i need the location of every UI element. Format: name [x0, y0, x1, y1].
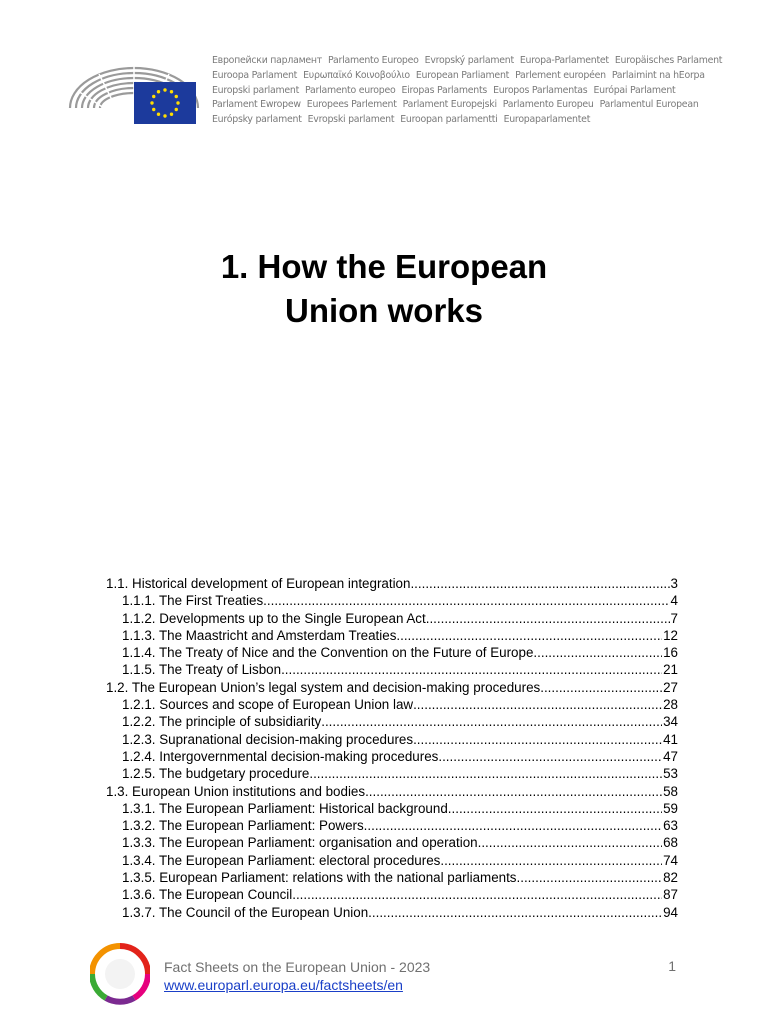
parliament-name: Europos Parlamentas	[493, 84, 588, 96]
toc-leader-dots	[365, 783, 662, 800]
toc-leader-dots	[321, 713, 662, 730]
parliament-name: Europaparlamentet	[503, 114, 591, 126]
toc-entry-label: 1.1.2. Developments up to the Single European Act	[122, 610, 426, 626]
parliament-name: European Parliament	[415, 69, 510, 81]
toc-entry-label: 1.3.3. The European Parliament: organisation and operation	[122, 835, 478, 851]
parliament-name: Europees Parlement	[306, 99, 397, 111]
toc-leader-dots	[478, 834, 663, 851]
toc-leader-dots	[440, 852, 662, 869]
parliament-name: Ευρωπαϊκό Κοινοβούλιο	[303, 69, 410, 81]
toc-entry[interactable]	[106, 852, 678, 869]
parliament-name: Euroopa Parlament	[212, 69, 298, 81]
toc-entry-label: 1.3.1. The European Parliament: Historical background	[122, 800, 448, 816]
toc-entry[interactable]	[106, 713, 678, 730]
toc-entry-page: 21	[663, 662, 678, 678]
parliament-name: Parlamento europeo	[305, 84, 396, 96]
toc-entry-page: 7	[670, 610, 678, 626]
toc-entry-page: 58	[663, 783, 678, 799]
toc-entry[interactable]	[106, 869, 678, 886]
toc-leader-dots	[292, 886, 662, 903]
factsheets-link[interactable]: www.europarl.europa.eu/factsheets/en	[164, 977, 403, 993]
toc-leader-dots	[438, 748, 662, 765]
toc-leader-dots	[396, 627, 662, 644]
toc-leader-dots	[426, 610, 670, 627]
toc-entry-page: 53	[663, 766, 678, 782]
parliament-name: Europa-Parlamentet	[519, 55, 609, 66]
toc-leader-dots	[263, 592, 669, 609]
toc-entry-page: 12	[663, 627, 678, 643]
toc-entry-label: 1.2.4. Intergovernmental decision-making procedures	[122, 748, 439, 764]
parliament-name: Parlamento Europeo	[328, 55, 419, 66]
toc-entry-label: 1.1.5. The Treaty of Lisbon	[122, 662, 282, 678]
toc-leader-dots	[413, 731, 662, 748]
toc-leader-dots	[281, 661, 662, 678]
toc-entry-label: 1.3.4. The European Parliament: electoral procedures	[122, 852, 441, 868]
toc-entry-page: 27	[663, 679, 678, 695]
toc-entry[interactable]	[106, 575, 678, 592]
toc-entry[interactable]	[106, 661, 678, 678]
toc-leader-dots	[533, 644, 662, 661]
toc-entry-page: 41	[663, 731, 678, 747]
toc-entry-label: 1.3.6. The European Council	[122, 887, 293, 903]
toc-entry-page: 63	[663, 818, 678, 834]
eu-flag-icon	[134, 82, 196, 124]
toc-entry-page: 87	[663, 887, 678, 903]
toc-leader-dots	[413, 696, 662, 713]
toc-entry-label: 1.3.5. European Parliament: relations with the national parliaments	[122, 870, 517, 886]
toc-entry-label: 1.1.4. The Treaty of Nice and the Convention on the Future of Europe	[122, 645, 534, 661]
toc-entry-page: 82	[663, 870, 678, 886]
toc-leader-dots	[309, 765, 662, 782]
parliament-name: Evropský parlament	[424, 55, 514, 66]
names-row	[212, 69, 732, 84]
toc-entry-label: 1.3.2. The European Parliament: Powers	[122, 818, 364, 834]
toc-entry[interactable]	[106, 592, 678, 609]
parliament-names-multilingual	[212, 54, 732, 128]
toc-entry-page: 74	[663, 852, 678, 868]
toc-entry-label: 1.1.3. The Maastricht and Amsterdam Treaties	[122, 627, 397, 643]
toc-entry[interactable]	[106, 904, 678, 921]
names-row	[212, 98, 732, 113]
toc-entry-page: 28	[663, 697, 678, 713]
toc-entry-page: 3	[670, 576, 678, 591]
toc-leader-dots	[368, 904, 662, 921]
toc-leader-dots	[540, 679, 662, 696]
parliament-name: Eiropas Parlaments	[401, 84, 488, 96]
toc-entry[interactable]	[106, 679, 678, 696]
parliament-name: Europski parlament	[212, 84, 300, 96]
toc-entry-page: 59	[663, 800, 678, 816]
toc-entry-label: 1.2. The European Union’s legal system and decision-making procedures	[106, 679, 541, 695]
parliament-name: Euroopan parlamentti	[400, 114, 498, 126]
footer	[164, 958, 430, 994]
parliament-name: Parlaimint na hEorpa	[611, 69, 705, 81]
toc-leader-dots	[517, 869, 663, 886]
toc-entry[interactable]	[106, 886, 678, 903]
parliament-name: Parlement européen	[515, 69, 606, 81]
toc-entry[interactable]	[106, 731, 678, 748]
toc-entry[interactable]	[106, 817, 678, 834]
toc-entry-label: 1.1. Historical development of European integration	[106, 576, 411, 591]
toc-entry-page: 34	[663, 714, 678, 730]
toc-entry-label: 1.1.1. The First Treaties	[122, 593, 264, 609]
toc-entry-label: 1.2.3. Supranational decision-making procedures	[122, 731, 414, 747]
table-of-contents	[106, 575, 678, 921]
toc-entry[interactable]	[106, 783, 678, 800]
factsheets-logo-icon	[90, 940, 150, 1010]
toc-entry-label: 1.2.5. The budgetary procedure	[122, 766, 310, 782]
parliament-name: Európsky parlament	[212, 114, 302, 126]
title-line-1: 1. How the European	[220, 248, 548, 285]
toc-entry-label: 1.3.7. The Council of the European Union	[122, 904, 369, 920]
parliament-name: Parlamento Europeu	[502, 99, 594, 111]
toc-entry[interactable]	[106, 627, 678, 644]
toc-entry-label: 1.2.2. The principle of subsidiarity	[122, 714, 322, 730]
parliament-name: Europäisches Parlament	[614, 55, 723, 66]
toc-entry[interactable]	[106, 834, 678, 851]
page-title	[0, 245, 768, 333]
toc-entry[interactable]	[106, 696, 678, 713]
toc-entry-page: 68	[663, 835, 678, 851]
page-number: 1	[668, 958, 676, 974]
title-line-2: Union works	[284, 292, 484, 329]
toc-entry-page: 94	[663, 904, 678, 920]
ep-header	[64, 46, 724, 136]
footer-text: Fact Sheets on the European Union - 2023	[164, 959, 431, 975]
toc-leader-dots	[410, 575, 669, 592]
toc-entry-page: 47	[663, 748, 678, 764]
names-row	[212, 84, 732, 99]
toc-entry[interactable]	[106, 800, 678, 817]
names-row	[212, 54, 732, 69]
toc-entry[interactable]	[106, 610, 678, 627]
names-row	[212, 113, 732, 128]
toc-entry-label: 1.3. European Union institutions and bodies	[106, 783, 366, 799]
parliament-name: Parlamentul European	[599, 99, 699, 111]
toc-entry-page: 16	[663, 645, 678, 661]
parliament-name: Европейски парламент	[212, 55, 323, 66]
toc-entry[interactable]	[106, 748, 678, 765]
parliament-name: Parlament Ewropew	[212, 99, 301, 111]
toc-entry[interactable]	[106, 765, 678, 782]
toc-entry-label: 1.2.1. Sources and scope of European Union law	[122, 697, 414, 713]
toc-leader-dots	[364, 817, 662, 834]
parliament-name: Evropski parlament	[307, 114, 395, 126]
toc-entry-page: 4	[670, 593, 678, 609]
toc-leader-dots	[448, 800, 662, 817]
parliament-name: Parlament Europejski	[402, 99, 497, 111]
parliament-name: Európai Parlament	[593, 84, 676, 96]
toc-entry[interactable]	[106, 644, 678, 661]
